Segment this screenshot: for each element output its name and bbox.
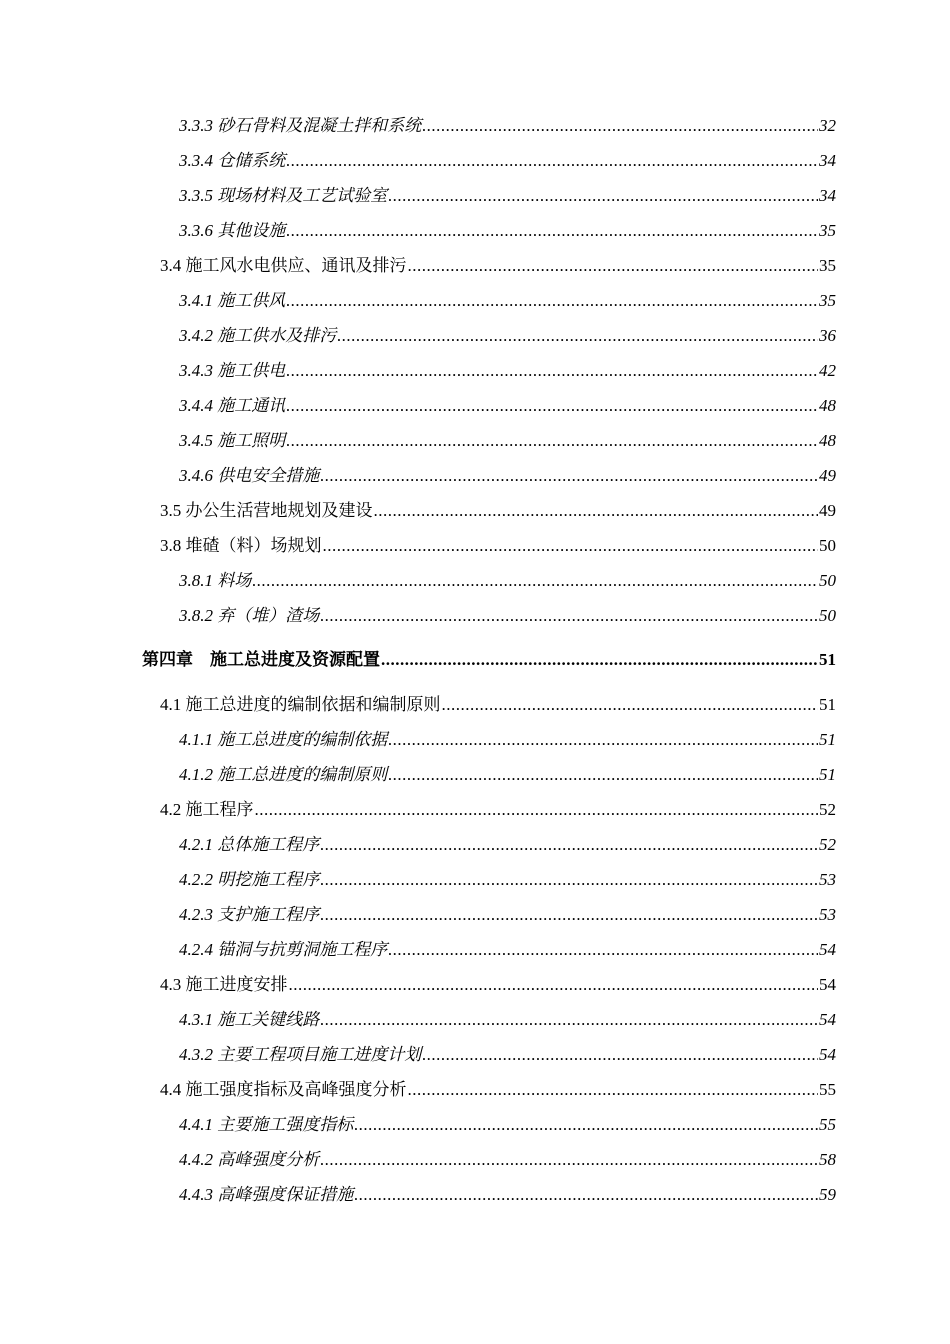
toc-entry-4-3-2[interactable] (179, 1044, 836, 1066)
toc-entry-3-4-5[interactable] (179, 430, 836, 452)
toc-page-number: 58 (819, 1150, 836, 1169)
toc-page-number: 34 (819, 151, 836, 170)
toc-page-number: 53 (819, 870, 836, 889)
toc-entry-3-3-3[interactable] (179, 115, 836, 137)
toc-page-number: 35 (819, 221, 836, 240)
toc-leader-dots (354, 1114, 818, 1136)
toc-entry-4-1-2[interactable] (179, 764, 836, 786)
toc-entry-title: 3.4.2 施工供水及排污 (179, 326, 337, 345)
toc-entry-4-4[interactable] (160, 1079, 836, 1101)
toc-entry-3-4-3[interactable] (179, 360, 836, 382)
toc-page-number: 51 (819, 730, 836, 749)
toc-page-number: 59 (819, 1185, 836, 1204)
toc-page-number: 35 (819, 256, 836, 275)
toc-entry-3-5[interactable] (160, 500, 836, 522)
toc-entry-title: 4.4.2 高峰强度分析 (179, 1150, 320, 1169)
toc-page-number: 52 (819, 800, 836, 819)
toc-entry-title: 3.4.1 施工供风 (179, 291, 286, 310)
toc-entry-4-4-2[interactable] (179, 1149, 836, 1171)
toc-leader-dots (381, 649, 818, 671)
toc-page-number: 34 (819, 186, 836, 205)
toc-entry-title: 3.3.5 现场材料及工艺试验室 (179, 186, 388, 205)
toc-page-number: 51 (819, 765, 836, 784)
toc-page-number: 49 (819, 501, 836, 520)
toc-page-number: 50 (819, 606, 836, 625)
toc-leader-dots (422, 1044, 818, 1066)
toc-entry-title: 3.5 办公生活营地规划及建设 (160, 501, 373, 520)
toc-entry-3-4-1[interactable] (179, 290, 836, 312)
toc-entry-3-3-5[interactable] (179, 185, 836, 207)
toc-leader-dots (388, 729, 818, 751)
toc-entry-title: 4.1.2 施工总进度的编制原则 (179, 765, 388, 784)
toc-page-number: 53 (819, 905, 836, 924)
toc-leader-dots (320, 834, 818, 856)
toc-entry-title: 3.4.5 施工照明 (179, 431, 286, 450)
toc-entry-4-2-3[interactable] (179, 904, 836, 926)
toc-page-number: 54 (819, 940, 836, 959)
toc-entry-title: 4.4.1 主要施工强度指标 (179, 1115, 354, 1134)
toc-leader-dots (286, 360, 818, 382)
toc-entry-title: 4.1 施工总进度的编制依据和编制原则 (160, 695, 441, 714)
toc-leader-dots (289, 974, 819, 996)
toc-entry-4-1[interactable] (160, 694, 836, 716)
toc-entry-3-3-4[interactable] (179, 150, 836, 172)
toc-entry-title: 4.3.1 施工关键线路 (179, 1010, 320, 1029)
toc-entry-3-4-2[interactable] (179, 325, 836, 347)
toc-leader-dots (320, 1149, 818, 1171)
toc-entry-4-2-4[interactable] (179, 939, 836, 961)
toc-page-number: 49 (819, 466, 836, 485)
toc-leader-dots (408, 1079, 819, 1101)
toc-leader-dots (320, 605, 818, 627)
toc-leader-dots (320, 904, 818, 926)
toc-entry-title: 4.2.4 锚洞与抗剪洞施工程序 (179, 940, 388, 959)
toc-leader-dots (286, 395, 818, 417)
toc-entry-title: 3.3.3 砂石骨料及混凝土拌和系统 (179, 116, 422, 135)
toc-leader-dots (374, 500, 819, 522)
toc-leader-dots (408, 255, 819, 277)
toc-entry-4-4-1[interactable] (179, 1114, 836, 1136)
toc-page-number: 50 (819, 571, 836, 590)
toc-entry-3-3-6[interactable] (179, 220, 836, 242)
toc-page-number: 55 (819, 1115, 836, 1134)
toc-leader-dots (422, 115, 818, 137)
toc-entry-4-4-3[interactable] (179, 1184, 836, 1206)
toc-leader-dots (337, 325, 818, 347)
toc-entry-title: 3.3.6 其他设施 (179, 221, 286, 240)
toc-entry-4-2-1[interactable] (179, 834, 836, 856)
toc-entry-3-4[interactable] (160, 255, 836, 277)
toc-page-number: 42 (819, 361, 836, 380)
toc-leader-dots (442, 694, 819, 716)
toc-entry-3-8[interactable] (160, 535, 836, 557)
toc-entry-title: 4.4 施工强度指标及高峰强度分析 (160, 1080, 407, 1099)
toc-entry-title: 3.8.1 料场 (179, 571, 252, 590)
toc-entry-4-3[interactable] (160, 974, 836, 996)
toc-leader-dots (320, 1009, 818, 1031)
toc-page-number: 54 (819, 1010, 836, 1029)
toc-entry-title: 3.4.4 施工通讯 (179, 396, 286, 415)
toc-leader-dots (388, 939, 818, 961)
toc-page-number: 54 (819, 975, 836, 994)
toc-entry-4-3-1[interactable] (179, 1009, 836, 1031)
toc-page-number: 54 (819, 1045, 836, 1064)
toc-page-number: 48 (819, 431, 836, 450)
toc-entry-title: 4.2 施工程序 (160, 800, 254, 819)
toc-entry-title: 3.8.2 弃（堆）渣场 (179, 606, 320, 625)
toc-page-number: 50 (819, 536, 836, 555)
toc-leader-dots (388, 764, 818, 786)
toc-entry-title: 4.2.2 明挖施工程序 (179, 870, 320, 889)
toc-leader-dots (286, 150, 818, 172)
toc-entry-4-1-1[interactable] (179, 729, 836, 751)
toc-page-number: 32 (819, 116, 836, 135)
toc-page-number: 36 (819, 326, 836, 345)
toc-page-number: 35 (819, 291, 836, 310)
toc-leader-dots (354, 1184, 818, 1206)
toc-entry-title: 4.3 施工进度安排 (160, 975, 288, 994)
toc-page-number: 52 (819, 835, 836, 854)
toc-entry-title: 3.8 堆碴（料）场规划 (160, 536, 322, 555)
toc-leader-dots (286, 290, 818, 312)
toc-entry-3-4-6[interactable] (179, 465, 836, 487)
toc-leader-dots (320, 465, 818, 487)
toc-entry-title: 4.4.3 高峰强度保证措施 (179, 1185, 354, 1204)
toc-page-number: 51 (819, 650, 836, 669)
toc-leader-dots (286, 220, 818, 242)
toc-leader-dots (255, 799, 819, 821)
toc-entry-title: 3.4.3 施工供电 (179, 361, 286, 380)
toc-leader-dots (320, 869, 818, 891)
toc-page-number: 51 (819, 695, 836, 714)
toc-entry-chapter-4[interactable] (142, 649, 836, 671)
toc-entry-title: 3.4 施工风水电供应、通讯及排污 (160, 256, 407, 275)
toc-entry-title: 3.4.6 供电安全措施 (179, 466, 320, 485)
toc-entry-title: 3.3.4 仓储系统 (179, 151, 286, 170)
toc-leader-dots (286, 430, 818, 452)
toc-entry-title: 4.2.1 总体施工程序 (179, 835, 320, 854)
toc-entry-4-2[interactable] (160, 799, 836, 821)
toc-entry-3-8-1[interactable] (179, 570, 836, 592)
toc-entry-title: 4.1.1 施工总进度的编制依据 (179, 730, 388, 749)
toc-entry-4-2-2[interactable] (179, 869, 836, 891)
toc-entry-title: 4.3.2 主要工程项目施工进度计划 (179, 1045, 422, 1064)
toc-leader-dots (388, 185, 818, 207)
toc-entry-title: 4.2.3 支护施工程序 (179, 905, 320, 924)
toc-leader-dots (252, 570, 818, 592)
toc-leader-dots (323, 535, 819, 557)
toc-page-number: 55 (819, 1080, 836, 1099)
toc-page-number: 48 (819, 396, 836, 415)
toc-entry-3-8-2[interactable] (179, 605, 836, 627)
toc-entry-title: 第四章 施工总进度及资源配置 (142, 650, 380, 669)
toc-entry-3-4-4[interactable] (179, 395, 836, 417)
